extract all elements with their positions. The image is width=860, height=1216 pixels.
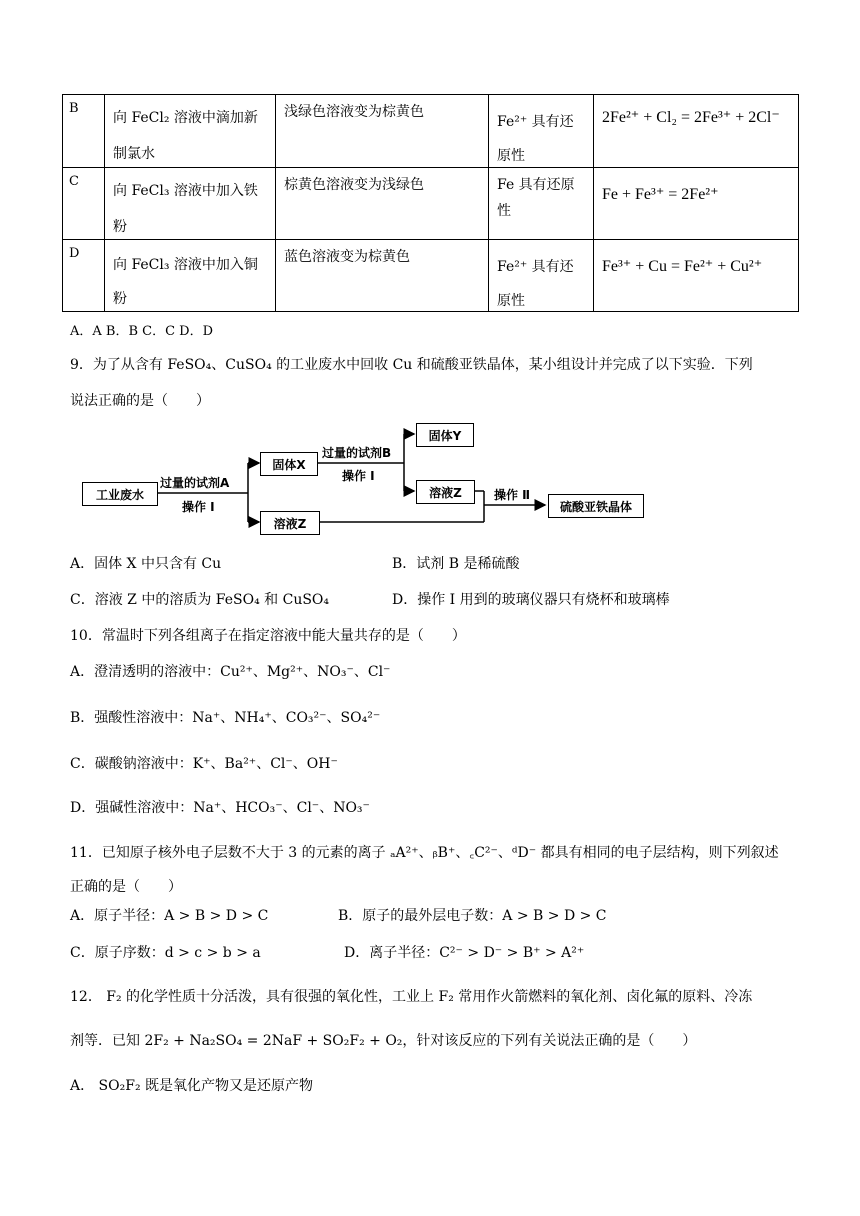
action-text: 向 FeCl₂ 溶液中滴加新 — [113, 110, 258, 126]
equation-text: Fe³⁺ + Cu = Fe²⁺ + Cu²⁺ — [602, 258, 763, 275]
q11-option-d: D．离子半径：C²⁻ > D⁻ > B⁺ > A²⁺ — [344, 945, 585, 961]
conclusion-text: Fe 具有还原 — [497, 177, 575, 193]
q8-choices: A．A B．B C．C D．D — [70, 324, 214, 339]
reagent-a-label: 过量的试剂A — [160, 476, 230, 490]
ferrous-sulfate-crystal-box: 硫酸亚铁晶体 — [548, 494, 644, 518]
conclusion-text: 性 — [497, 203, 511, 219]
reagent-b-label: 过量的试剂B — [322, 446, 392, 460]
q11-stem: 11．已知原子核外电子层数不大于 3 的元素的离子 ₐA²⁺、ᵦB⁺、꜀C²⁻、ᵈD⁻ 都具有相同的电子层结构，则下列叙述 — [70, 845, 779, 861]
q9-option-c: C．溶液 Z 中的溶质为 FeSO₄ 和 CuSO₄ — [70, 592, 330, 608]
equation-text: Fe + Fe³⁺ = 2Fe²⁺ — [602, 186, 719, 203]
q12-stem-continued: 剂等．已知 2F₂ + Na₂SO₄ = 2NaF + SO₂F₂ + O₂，针对该反应的下列有关说法正确的是（ ） — [70, 1033, 697, 1049]
q11-option-a: A．原子半径：A > B > D > C — [70, 908, 269, 924]
solution-z-box-lower: 溶液Z — [260, 511, 320, 535]
conclusion-text: Fe²⁺ 具有还 — [497, 114, 574, 130]
q11-option-b: B．原子的最外层电子数：A > B > D > C — [338, 908, 607, 924]
solution-z-box-upper: 溶液Z — [416, 480, 475, 504]
conclusion-text: 原性 — [497, 148, 525, 164]
conclusion-text: 原性 — [497, 293, 525, 309]
q11-option-c: C．原子序数：d > c > b > a — [70, 945, 261, 961]
action-text: 制氯水 — [113, 146, 155, 162]
q9-option-d: D．操作 Ⅰ 用到的玻璃仪器只有烧杯和玻璃棒 — [392, 592, 670, 608]
action-text: 粉 — [113, 291, 127, 307]
solid-x-box: 固体X — [260, 452, 318, 476]
q10-option-b: B．强酸性溶液中：Na⁺、NH₄⁺、CO₃²⁻、SO₄²⁻ — [70, 710, 381, 726]
q9-stem-continued: 说法正确的是（ ） — [70, 393, 210, 409]
action-text: 向 FeCl₃ 溶液中加入铜 — [113, 257, 258, 273]
operation-1-label: 操作 Ⅰ — [182, 500, 215, 514]
table-row — [63, 95, 799, 168]
q9-option-a: A．固体 X 中只含有 Cu — [70, 556, 222, 572]
row-label: D — [69, 246, 80, 261]
row-label: B — [69, 101, 79, 116]
q12-stem: 12． F₂ 的化学性质十分活泼，具有很强的氧化性，工业上 F₂ 常用作火箭燃料的氧化剂、卤化氟的原料、冷冻 — [70, 989, 753, 1005]
operation-1-label-2: 操作 Ⅰ — [342, 469, 375, 483]
equation-text: 2Fe²⁺ + Cl₂ = 2Fe³⁺ + 2Cl⁻ — [602, 109, 780, 126]
table-row — [63, 240, 799, 312]
action-text: 向 FeCl₃ 溶液中加入铁 — [113, 183, 258, 199]
waste-water-box: 工业废水 — [82, 482, 158, 506]
q9-stem: 9．为了从含有 FeSO₄、CuSO₄ 的工业废水中回收 Cu 和硫酸亚铁晶体，某小组设计并完成了以下实验．下列 — [70, 357, 753, 373]
phenomenon-text: 浅绿色溶液变为棕黄色 — [284, 104, 424, 120]
action-text: 粉 — [113, 219, 127, 235]
q10-option-d: D．强碱性溶液中：Na⁺、HCO₃⁻、Cl⁻、NO₃⁻ — [70, 800, 370, 816]
q10-option-c: C．碳酸钠溶液中：K⁺、Ba²⁺、Cl⁻、OH⁻ — [70, 756, 338, 772]
solid-y-box: 固体Y — [416, 423, 474, 447]
q10-stem: 10．常温时下列各组离子在指定溶液中能大量共存的是（ ） — [70, 628, 466, 644]
q11-stem-continued: 正确的是（ ） — [70, 879, 182, 895]
row-label: C — [69, 174, 79, 189]
table-row — [63, 168, 799, 240]
conclusion-text: Fe²⁺ 具有还 — [497, 259, 574, 275]
q9-option-b: B．试剂 B 是稀硫酸 — [392, 556, 520, 572]
phenomenon-text: 棕黄色溶液变为浅绿色 — [284, 177, 424, 193]
q12-option-a: A． SO₂F₂ 既是氧化产物又是还原产物 — [70, 1078, 314, 1094]
phenomenon-text: 蓝色溶液变为棕黄色 — [284, 249, 410, 265]
operation-2-label: 操作 Ⅱ — [494, 488, 531, 502]
q10-option-a: A．澄清透明的溶液中：Cu²⁺、Mg²⁺、NO₃⁻、Cl⁻ — [70, 664, 391, 680]
options-table — [62, 94, 799, 312]
